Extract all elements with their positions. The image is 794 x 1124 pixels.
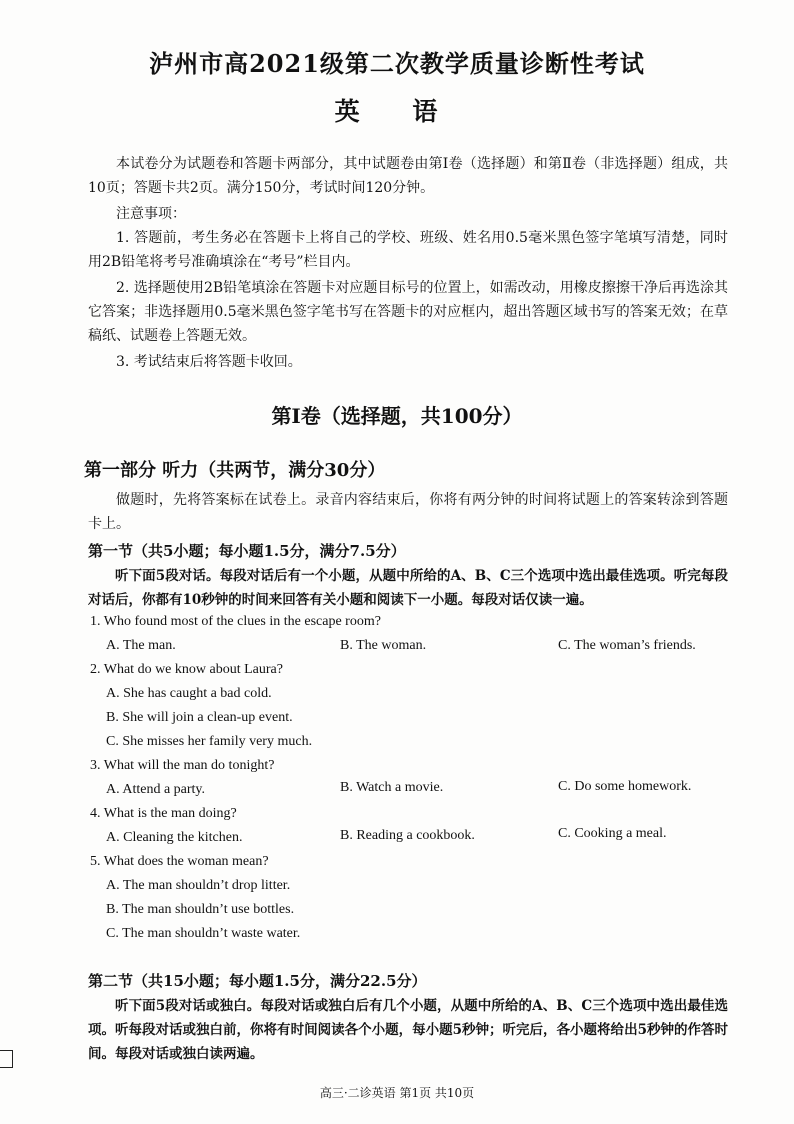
question-stem: 3. What will the man do tonight? — [90, 758, 275, 773]
notice-item-1: 1. 答题前，考生务必在答题卡上将自己的学校、班级、姓名用0.5毫米黑色签字笔填写清楚，同时用2B铅笔将考号准确填涂在“考号”栏目内。 — [88, 230, 728, 270]
part-description: 做题时，先将答案标在试卷上。录音内容结束后，你将有两分钟的时间将试题上的答案转涂到答题卡上。 — [88, 492, 728, 532]
subsection-2-title: 第二节（共15小题；每小题1.5分，满分22.5分） — [88, 972, 427, 990]
notice-item-2: 2. 选择题使用2B铅笔填涂在答题卡对应题目标号的位置上，如需改动，用橡皮擦擦干净后再选涂其它答案；非选择题用0.5毫米黑色签字笔书写在答题卡的对应框内，超出答题区域书写的答案无效；在草稿纸、试题卷上答题无效。 — [88, 280, 728, 344]
option-b: B. The man shouldn’t use bottles. — [106, 902, 295, 917]
option-a: A. The man shouldn’t drop litter. — [106, 878, 291, 893]
option-a: A. The man. — [106, 638, 176, 653]
option-c: C. The man shouldn’t waste water. — [106, 926, 301, 941]
option-b: B. She will join a clean-up event. — [106, 710, 293, 725]
part-title: 第一部分 听力（共两节，满分30分） — [84, 460, 386, 481]
page-footer: 高三·二诊英语 第1页 共10页 — [319, 1086, 475, 1100]
option-c: C. Do some homework. — [558, 779, 692, 794]
exam-title: 泸州市高2021级第二次教学质量诊断性考试 — [149, 49, 645, 78]
notice-item-3: 3. 考试结束后将答题卡收回。 — [116, 354, 302, 370]
option-b: B. Watch a movie. — [340, 780, 444, 795]
intro-paragraph: 本试卷分为试题卷和答题卡两部分，其中试题卷由第Ⅰ卷（选择题）和第Ⅱ卷（非选择题）组成，共10页；答题卡共2页。满分150分，考试时间120分钟。 — [88, 156, 728, 196]
option-c: C. She misses her family very much. — [106, 734, 313, 749]
option-b: B. Reading a cookbook. — [340, 828, 475, 843]
question-stem: 5. What does the woman mean? — [90, 854, 269, 869]
option-a: A. She has caught a bad cold. — [106, 686, 272, 701]
subject-heading: 英 语 — [334, 97, 460, 126]
option-c: C. The woman’s friends. — [558, 638, 696, 653]
question-stem: 2. What do we know about Laura? — [90, 662, 283, 677]
option-a: A. Cleaning the kitchen. — [106, 830, 243, 845]
option-c: C. Cooking a meal. — [558, 826, 667, 841]
section-title: 第Ⅰ卷（选择题，共100分） — [271, 404, 523, 428]
subsection-2-description: 听下面5段对话或独白。每段对话或独白后有几个小题，从题中所给的A、B、C三个选项中选出最佳选项。听每段对话或独白前，你将有时间阅读各个小题，每小题5秒钟；听完后，各小题将给出5秒钟的作答时间。每段对话或独白读两遍。 — [88, 998, 728, 1062]
binding-mark — [0, 1050, 13, 1068]
question-stem: 4. What is the man doing? — [90, 806, 237, 821]
option-a: A. Attend a party. — [106, 782, 206, 797]
subsection-1-description: 听下面5段对话。每段对话后有一个小题，从题中所给的A、B、C三个选项中选出最佳选项。听完每段对话后，你都有10秒钟的时间来回答有关小题和阅读下一小题。每段对话仅读一遍。 — [88, 568, 728, 608]
subsection-1-title: 第一节（共5小题；每小题1.5分，满分7.5分） — [88, 542, 406, 560]
option-b: B. The woman. — [340, 638, 427, 653]
question-stem: 1. Who found most of the clues in the escape room? — [90, 614, 381, 629]
notice-label: 注意事项： — [116, 206, 186, 222]
